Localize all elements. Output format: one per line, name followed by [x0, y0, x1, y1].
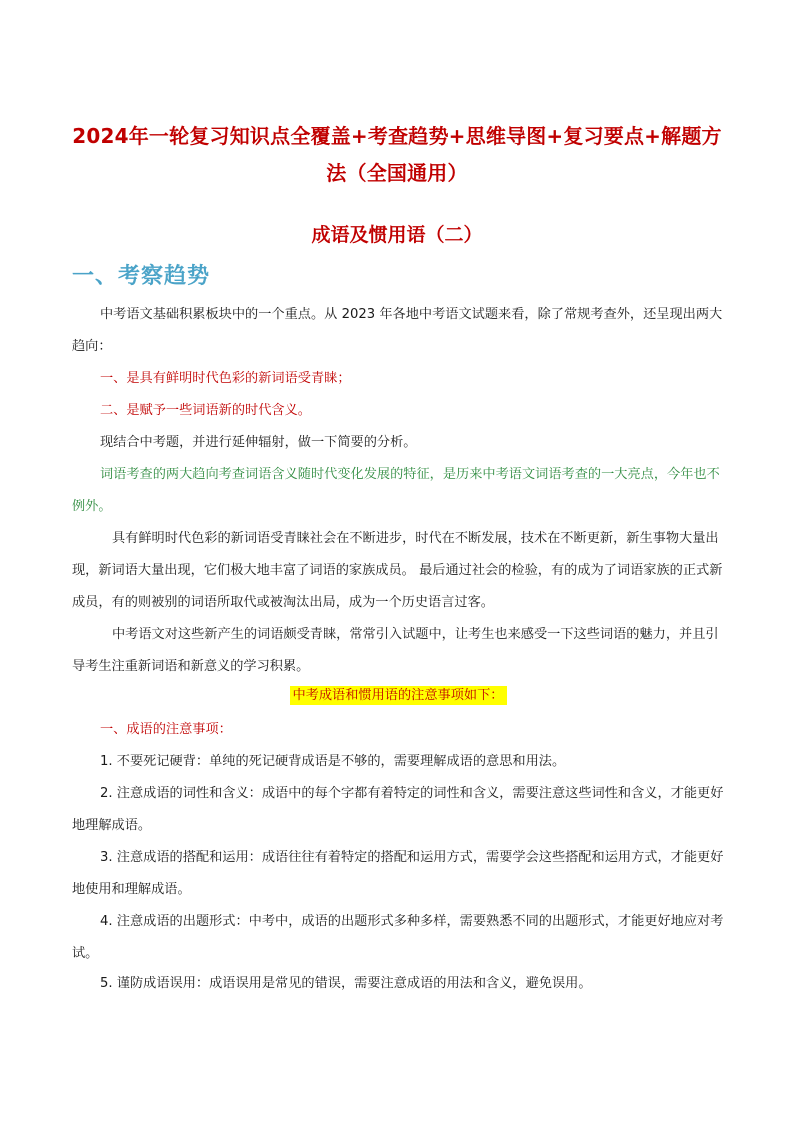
notes-heading: 一、成语的注意事项： — [100, 722, 232, 737]
intro-paragraph: 中考语文基础积累板块中的一个重点。从 2023 年各地中考语文试题来看，除了常规考查外，还呈现出两大趋向： — [72, 307, 723, 354]
note-item-3: 3. 注意成语的搭配和运用：成语往往有着特定的搭配和运用方式，需要学会这些搭配和运用方式，才能更好地使用和理解成语。 — [72, 850, 724, 897]
section-heading: 一、考察趋势 — [72, 264, 211, 289]
note-item-2: 2. 注意成语的词性和含义：成语中的每个字都有着特定的词性和含义，需要注意这些词性和含义，才能更好地理解成语。 — [72, 786, 724, 833]
new-words-paragraph: 具有鲜明时代色彩的新词语受青睐社会在不断进步，时代在不断发展，技术在不断更新，新生事物大量出现，新词语大量出现，它们极大地丰富了词语的家族成员。 最后通过社会的检验，有的成为了词语家族的正式新成员，有的则被别的词语所取代或被淘汰出局，成为一个历史语言过客。 — [72, 531, 723, 610]
notes-banner — [72, 683, 724, 709]
note-item-5: 5. 谨防成语误用：成语误用是常见的错误，需要注意成语的用法和含义，避免误用。 — [100, 976, 592, 991]
note-item-1: 1. 不要死记硬背：单纯的死记硬背成语是不够的，需要理解成语的意思和用法。 — [100, 754, 566, 769]
trend-item-1: 一、是具有鲜明时代色彩的新词语受青睐； — [100, 371, 351, 386]
highlight-paragraph: 词语考查的两大趋向考查词语含义随时代变化发展的特征，是历来中考语文词语考查的一大亮点，今年也不例外。 — [72, 467, 720, 514]
document-title: 2024年一轮复习知识点全覆盖+考查趋势+思维导图+复习要点+解题方法（全国通用） — [72, 124, 722, 185]
document-subtitle: 成语及惯用语（二） — [311, 224, 483, 246]
trend-item-2: 二、是赋予一些词语新的时代含义。 — [100, 403, 311, 418]
analysis-intro: 现结合中考题，并进行延伸辐射，做一下简要的分析。 — [100, 435, 417, 450]
exam-paragraph: 中考语文对这些新产生的词语颇受青睐，常常引入试题中，让考生也来感受一下这些词语的魅力，并且引导考生注重新词语和新意义的学习积累。 — [72, 627, 719, 674]
notes-banner-text: 中考成语和惯用语的注意事项如下： — [290, 686, 507, 705]
note-item-4: 4. 注意成语的出题形式：中考中，成语的出题形式多种多样，需要熟悉不同的出题形式，才能更好地应对考试。 — [72, 914, 724, 961]
